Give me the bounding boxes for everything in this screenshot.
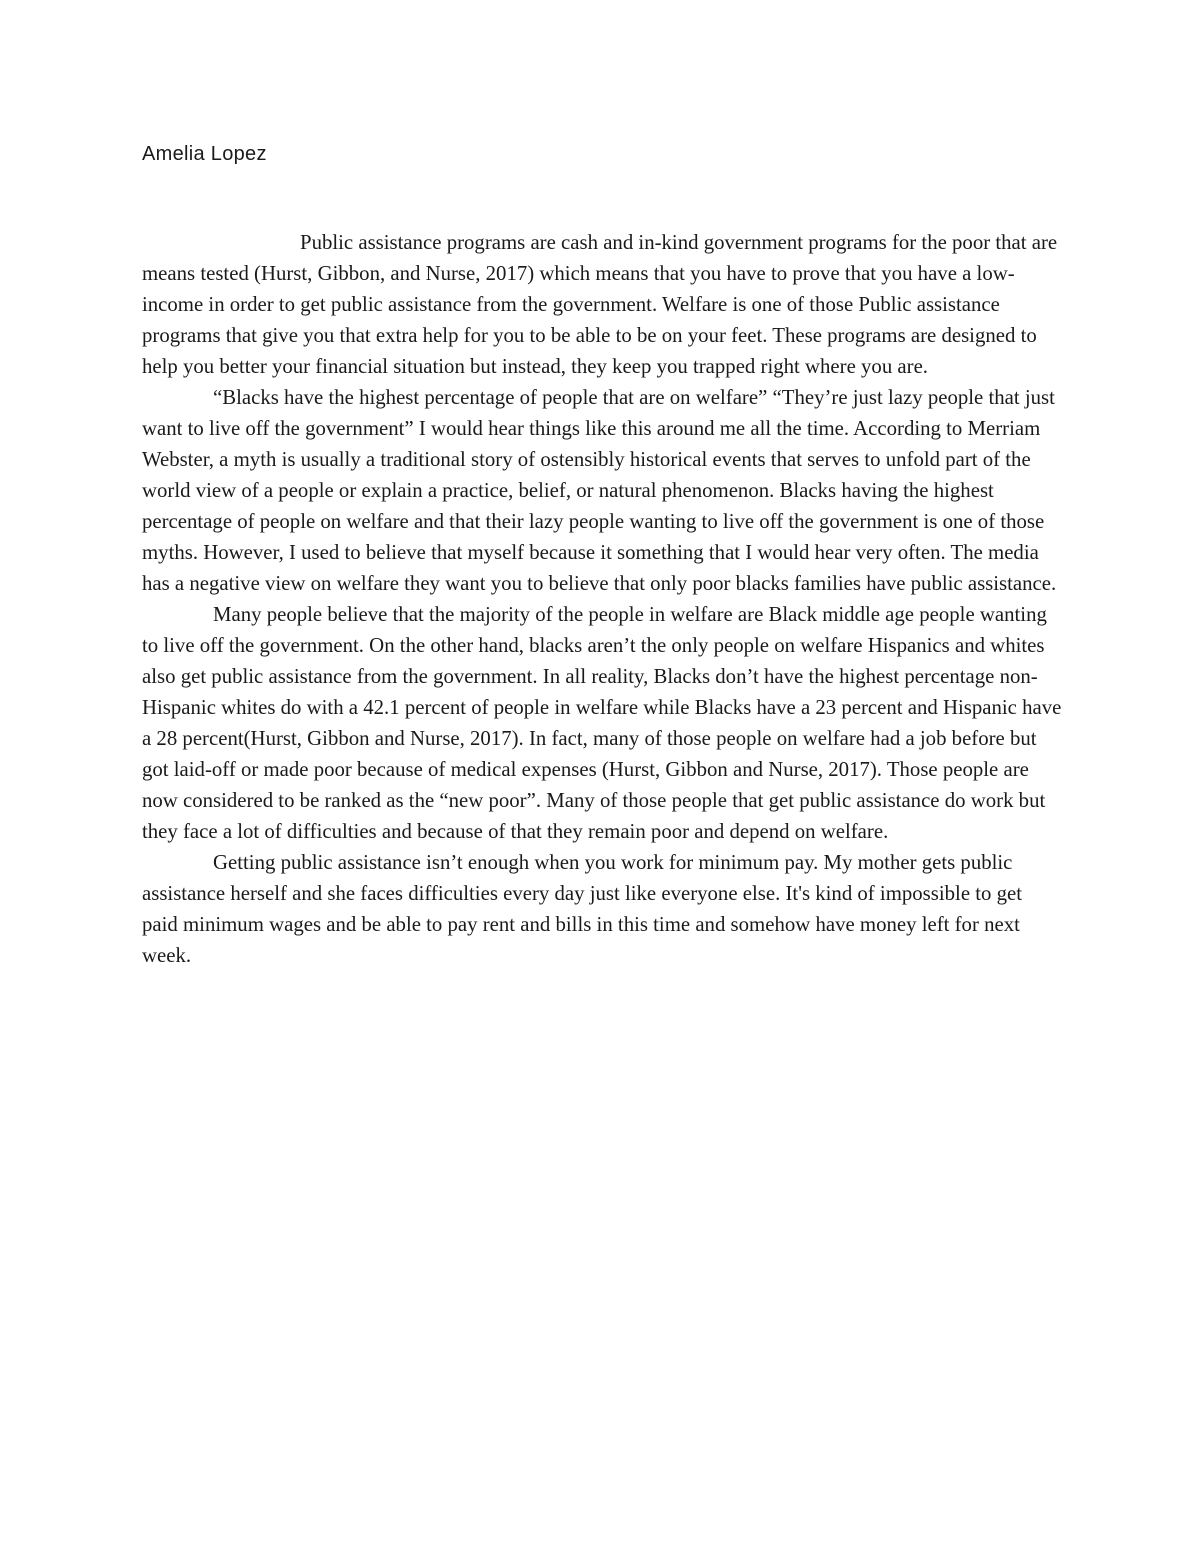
- author-name: Amelia Lopez: [142, 143, 267, 165]
- paragraph-3: Many people believe that the majority of the people in welfare are Black middle age people wanting to live off the government. On the other hand, blacks aren’t the only people on welfare Hispanics and whites also get public assistance from the government. In all reality, Blacks don’t have the highest percentage non-Hispanic whites do with a 42.1 percent of people in welfare while Blacks have a 23 percent and Hispanic have a 28 percent(Hurst, Gibbon and Nurse, 2017). In fact, many of those people on welfare had a job before but got laid-off or made poor because of medical expenses (Hurst, Gibbon and Nurse, 2017). Those people are now considered to be ranked as the “new poor”. Many of those people that get public assistance do work but they face a lot of difficulties and because of that they remain poor and depend on welfare.: [142, 603, 1062, 843]
- paragraph-1: Public assistance programs are cash and in-kind government programs for the poor that are means tested (Hurst, Gibbon, and Nurse, 2017) which means that you have to prove that you have a low-income in order to get public assistance from the government. Welfare is one of those Public assistance programs that give you that extra help for you to be able to be on your feet. These programs are designed to help you better your financial situation but instead, they keep you trapped right where you are.: [142, 231, 1058, 378]
- paragraph-2: “Blacks have the highest percentage of people that are on welfare” “They’re just lazy people that just want to live off the government” I would hear things like this around me all the time. According to Merriam Webster, a myth is usually a traditional story of ostensibly historical events that serves to unfold part of the world view of a people or explain a practice, belief, or natural phenomenon. Blacks having the highest percentage of people on welfare and that their lazy people wanting to live off the government is one of those myths. However, I used to believe that myself because it something that I would hear very often. The media has a negative view on welfare they want you to believe that only poor blacks families have public assistance.: [142, 386, 1057, 595]
- paragraph-4: Getting public assistance isn’t enough when you work for minimum pay. My mother gets public assistance herself and she faces difficulties every day just like everyone else. It's kind of impossible to get paid minimum wages and be able to pay rent and bills in this time and somehow have money left for next week.: [142, 851, 1023, 967]
- essay-body: [142, 227, 1062, 971]
